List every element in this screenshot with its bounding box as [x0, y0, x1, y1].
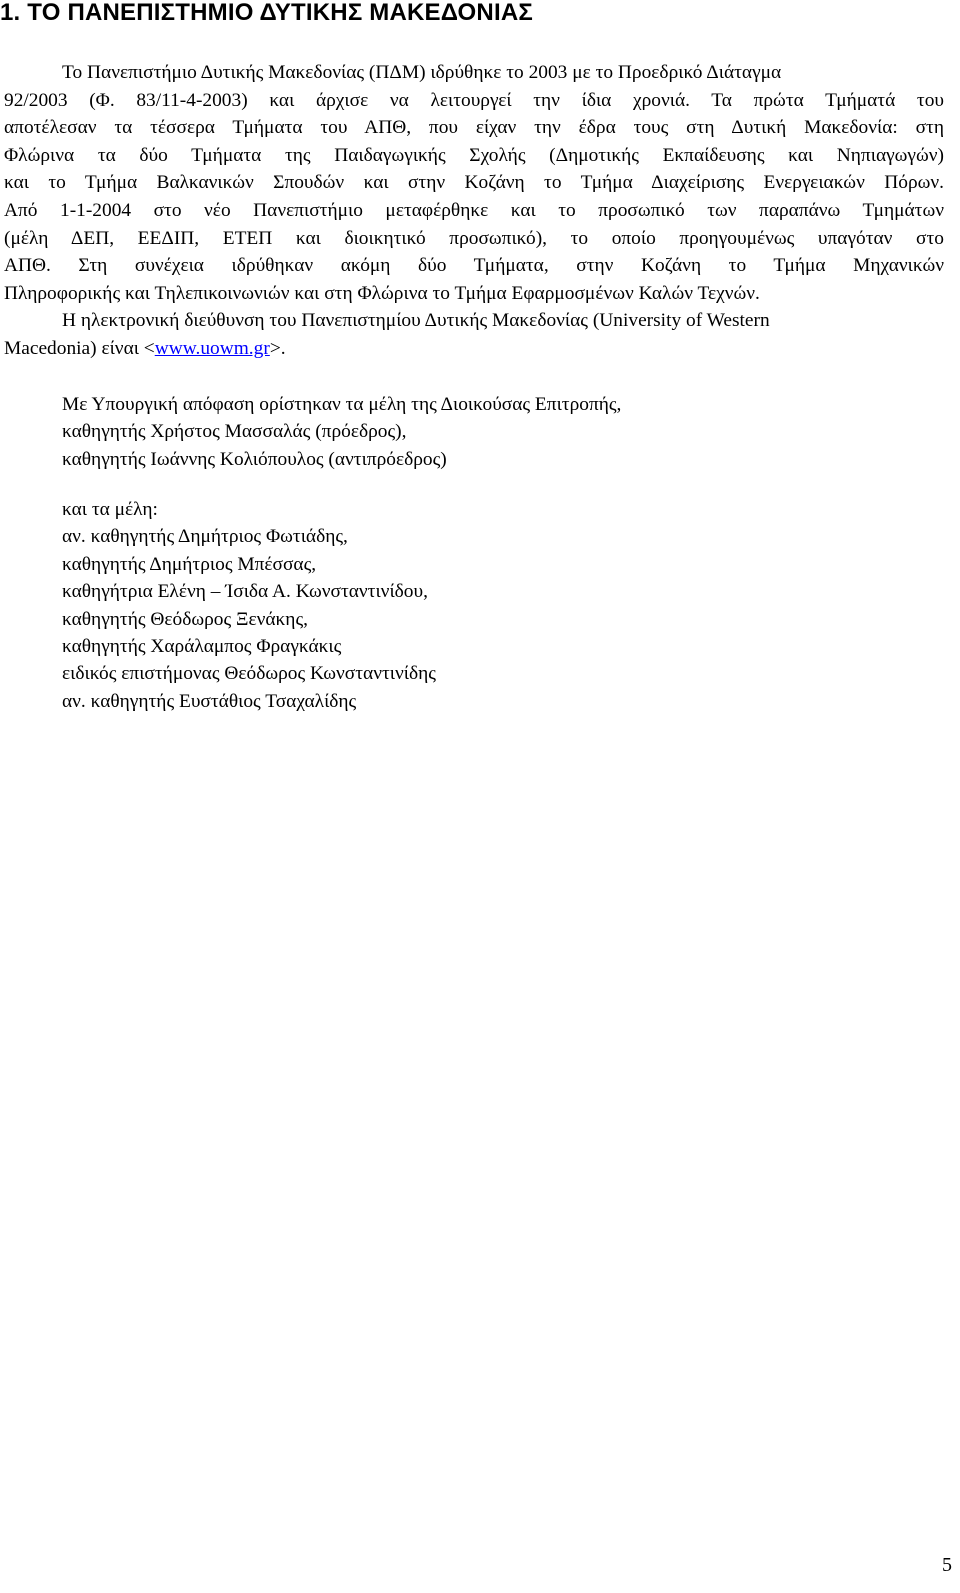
member-item: καθηγητής Χαράλαμπος Φραγκάκις — [62, 635, 342, 657]
university-website-link[interactable]: www.uowm.gr — [154, 337, 270, 359]
address-prefix: Macedonia) είναι < — [4, 337, 155, 359]
members-label: και τα μέλη: — [62, 499, 158, 520]
member-item: αν. καθηγητής Δημήτριος Φωτιάδης, — [62, 526, 348, 548]
member-item: ειδικός επιστήμονας Θεόδωρος Κωνσταντινίδης — [62, 663, 436, 685]
intro-paragraph — [4, 59, 944, 363]
paragraph-line: 92/2003 (Φ. 83/11-4-2003) και άρχισε να λειτουργεί την ίδια χρονιά. Τα πρώτα Τμήματά του — [4, 89, 944, 111]
paragraph-line: Από 1-1-2004 στο νέο Πανεπιστήμιο μεταφέρθηκε και το προσωπικό των παραπάνω Τμημάτων — [4, 199, 944, 221]
section-heading: 1. ΤΟ ΠΑΝΕΠΙΣΤΗΜΙΟ ΔΥΤΙΚΗΣ ΜΑΚΕΔΟΝΙΑΣ — [0, 0, 533, 26]
page-number: 5 — [942, 1554, 952, 1576]
member-item: καθηγητής Θεόδωρος Ξενάκης, — [62, 608, 308, 630]
committee-line: καθηγητής Ιωάννης Κολιόπουλος (αντιπρόεδρος) — [62, 448, 447, 470]
member-item: αν. καθηγητής Ευστάθιος Τσαχαλίδης — [62, 690, 357, 712]
committee-line: καθηγητής Χρήστος Μασσαλάς (πρόεδρος), — [62, 421, 407, 443]
committee-line: Με Υπουργική απόφαση ορίστηκαν τα μέλη της Διοικούσας Επιτροπής, — [62, 394, 622, 415]
address-suffix: >. — [269, 337, 286, 359]
paragraph-line: Η ηλεκτρονική διεύθυνση του Πανεπιστημίου Δυτικής Μακεδονίας (University of Western — [62, 310, 770, 332]
member-item: καθηγήτρια Ελένη – Ίσιδα Α. Κωνσταντινίδου, — [62, 581, 428, 603]
paragraph-line: και το Τμήμα Βαλκανικών Σπουδών και στην Κοζάνη το Τμήμα Διαχείρισης Ενεργειακών Πόρων. — [4, 172, 944, 194]
paragraph-line: ΑΠΘ. Στη συνέχεια ιδρύθηκαν ακόμη δύο Τμήματα, στην Κοζάνη το Τμήμα Μηχανικών — [4, 255, 944, 277]
paragraph-line: (μέλη ΔΕΠ, ΕΕΔΙΠ, ΕΤΕΠ και διοικητικό προσωπικό), το οποίο προηγουμένως υπαγόταν στο — [4, 227, 944, 249]
address-line — [4, 335, 944, 363]
paragraph-line: Το Πανεπιστήμιο Δυτικής Μακεδονίας (ΠΔΜ) ιδρύθηκε το 2003 με το Προεδρικό Διάταγμα — [62, 62, 782, 83]
paragraph-line: Φλώρινα τα δύο Τμήματα της Παιδαγωγικής Σχολής (Δημοτικής Εκπαίδευσης και Νηπιαγωγών) — [4, 144, 944, 166]
member-item: καθηγητής Δημήτριος Μπέσσας, — [62, 553, 317, 575]
paragraph-line: Πληροφορικής και Τηλεπικοινωνιών και στη Φλώρινα το Τμήμα Εφαρμοσμένων Καλών Τεχνών. — [4, 282, 760, 304]
committee-block — [62, 391, 952, 473]
members-block — [62, 496, 952, 715]
paragraph-line: αποτέλεσαν τα τέσσερα Τμήματα του ΑΠΘ, που είχαν την έδρα τους στη Δυτική Μακεδονία: στη — [4, 117, 944, 139]
